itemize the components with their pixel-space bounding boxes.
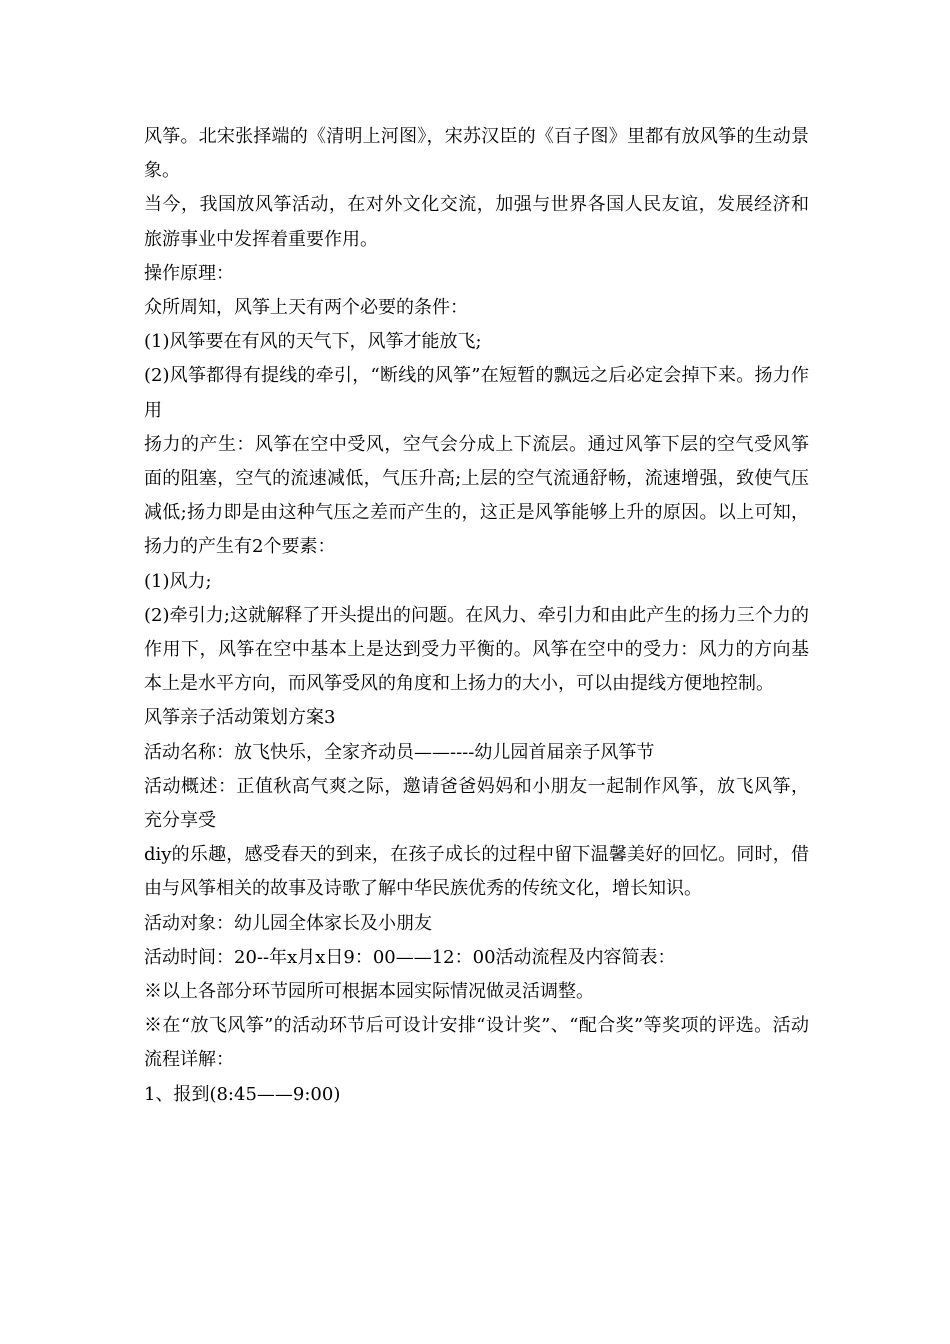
paragraph-activity-time: 活动时间：20--年x月x日9：00——12：00活动流程及内容简表： (144, 946, 676, 968)
paragraph-activity-target: 活动对象：幼儿园全体家长及小朋友 (144, 912, 432, 934)
paragraph-today: 当今，我国放风筝活动，在对外文化交流，加强与世界各国人民友谊，发展经济和旅游事业中发挥着重要作用。 (144, 194, 809, 250)
paragraph-factor-2: (2)牵引力;这就解释了开头提出的问题。在风力、牵引力和由此产生的扬力三个力的作用下，风筝在空中基本上是达到受力平衡的。风筝在空中的受力：风力的方向基本上是水平方向，而风筝受风的角度和上扬力的大小，可以由提线方便地控制。 (144, 604, 809, 695)
paragraph-note-1: ※以上各部分环节园所可根据本园实际情况做灵活调整。 (144, 981, 594, 1003)
paragraph-activity-overview-cont: diy的乐趣，感受春天的到来，在孩子成长的过程中留下温馨美好的回忆。同时，借由与风筝相关的故事及诗歌了解中华民族优秀的传统文化，增长知识。 (144, 844, 809, 900)
section-title: 风筝亲子活动策划方案3 (144, 707, 336, 729)
paragraph-condition-2: (2)风筝都得有提线的牵引，“断线的风筝”在短暂的飘远之后必定会掉下来。扬力作用 (144, 365, 809, 421)
paragraph-lift: 扬力的产生：风筝在空中受风，空气会分成上下流层。通过风筝下层的空气受风筝面的阻塞，空气的流速减低，气压升高;上层的空气流通舒畅，流速增强，致使气压减低;扬力即是由这种气压之差而产生的，这正是风筝能够上升的原因。以上可知，扬力的产生有2个要素： (144, 433, 809, 558)
paragraph-activity-overview: 活动概述：正值秋高气爽之际，邀请爸爸妈妈和小朋友一起制作风筝，放飞风筝，充分享受 (144, 775, 809, 832)
paragraph-principle-heading: 操作原理： (144, 262, 234, 284)
paragraph-history: 风筝。北宋张择端的《清明上河图》，宋苏汉臣的《百子图》里都有放风筝的生动景象。 (144, 126, 809, 182)
paragraph-activity-name: 活动名称：放飞快乐，全家齐动员——----幼儿园首届亲子风筝节 (144, 741, 655, 763)
paragraph-factor-1: (1)风力; (144, 570, 212, 592)
document-body (144, 120, 809, 1112)
paragraph-condition-1: (1)风筝要在有风的天气下，风筝才能放飞; (144, 331, 482, 353)
paragraph-conditions-intro: 众所周知，风筝上天有两个必要的条件： (144, 297, 468, 319)
paragraph-note-2: ※在“放飞风筝”的活动环节后可设计安排“设计奖”、“配合奖”等奖项的评选。活动流程详解： (144, 1015, 809, 1071)
paragraph-step-1: 1、报到(8:45——9:00) (144, 1083, 341, 1105)
